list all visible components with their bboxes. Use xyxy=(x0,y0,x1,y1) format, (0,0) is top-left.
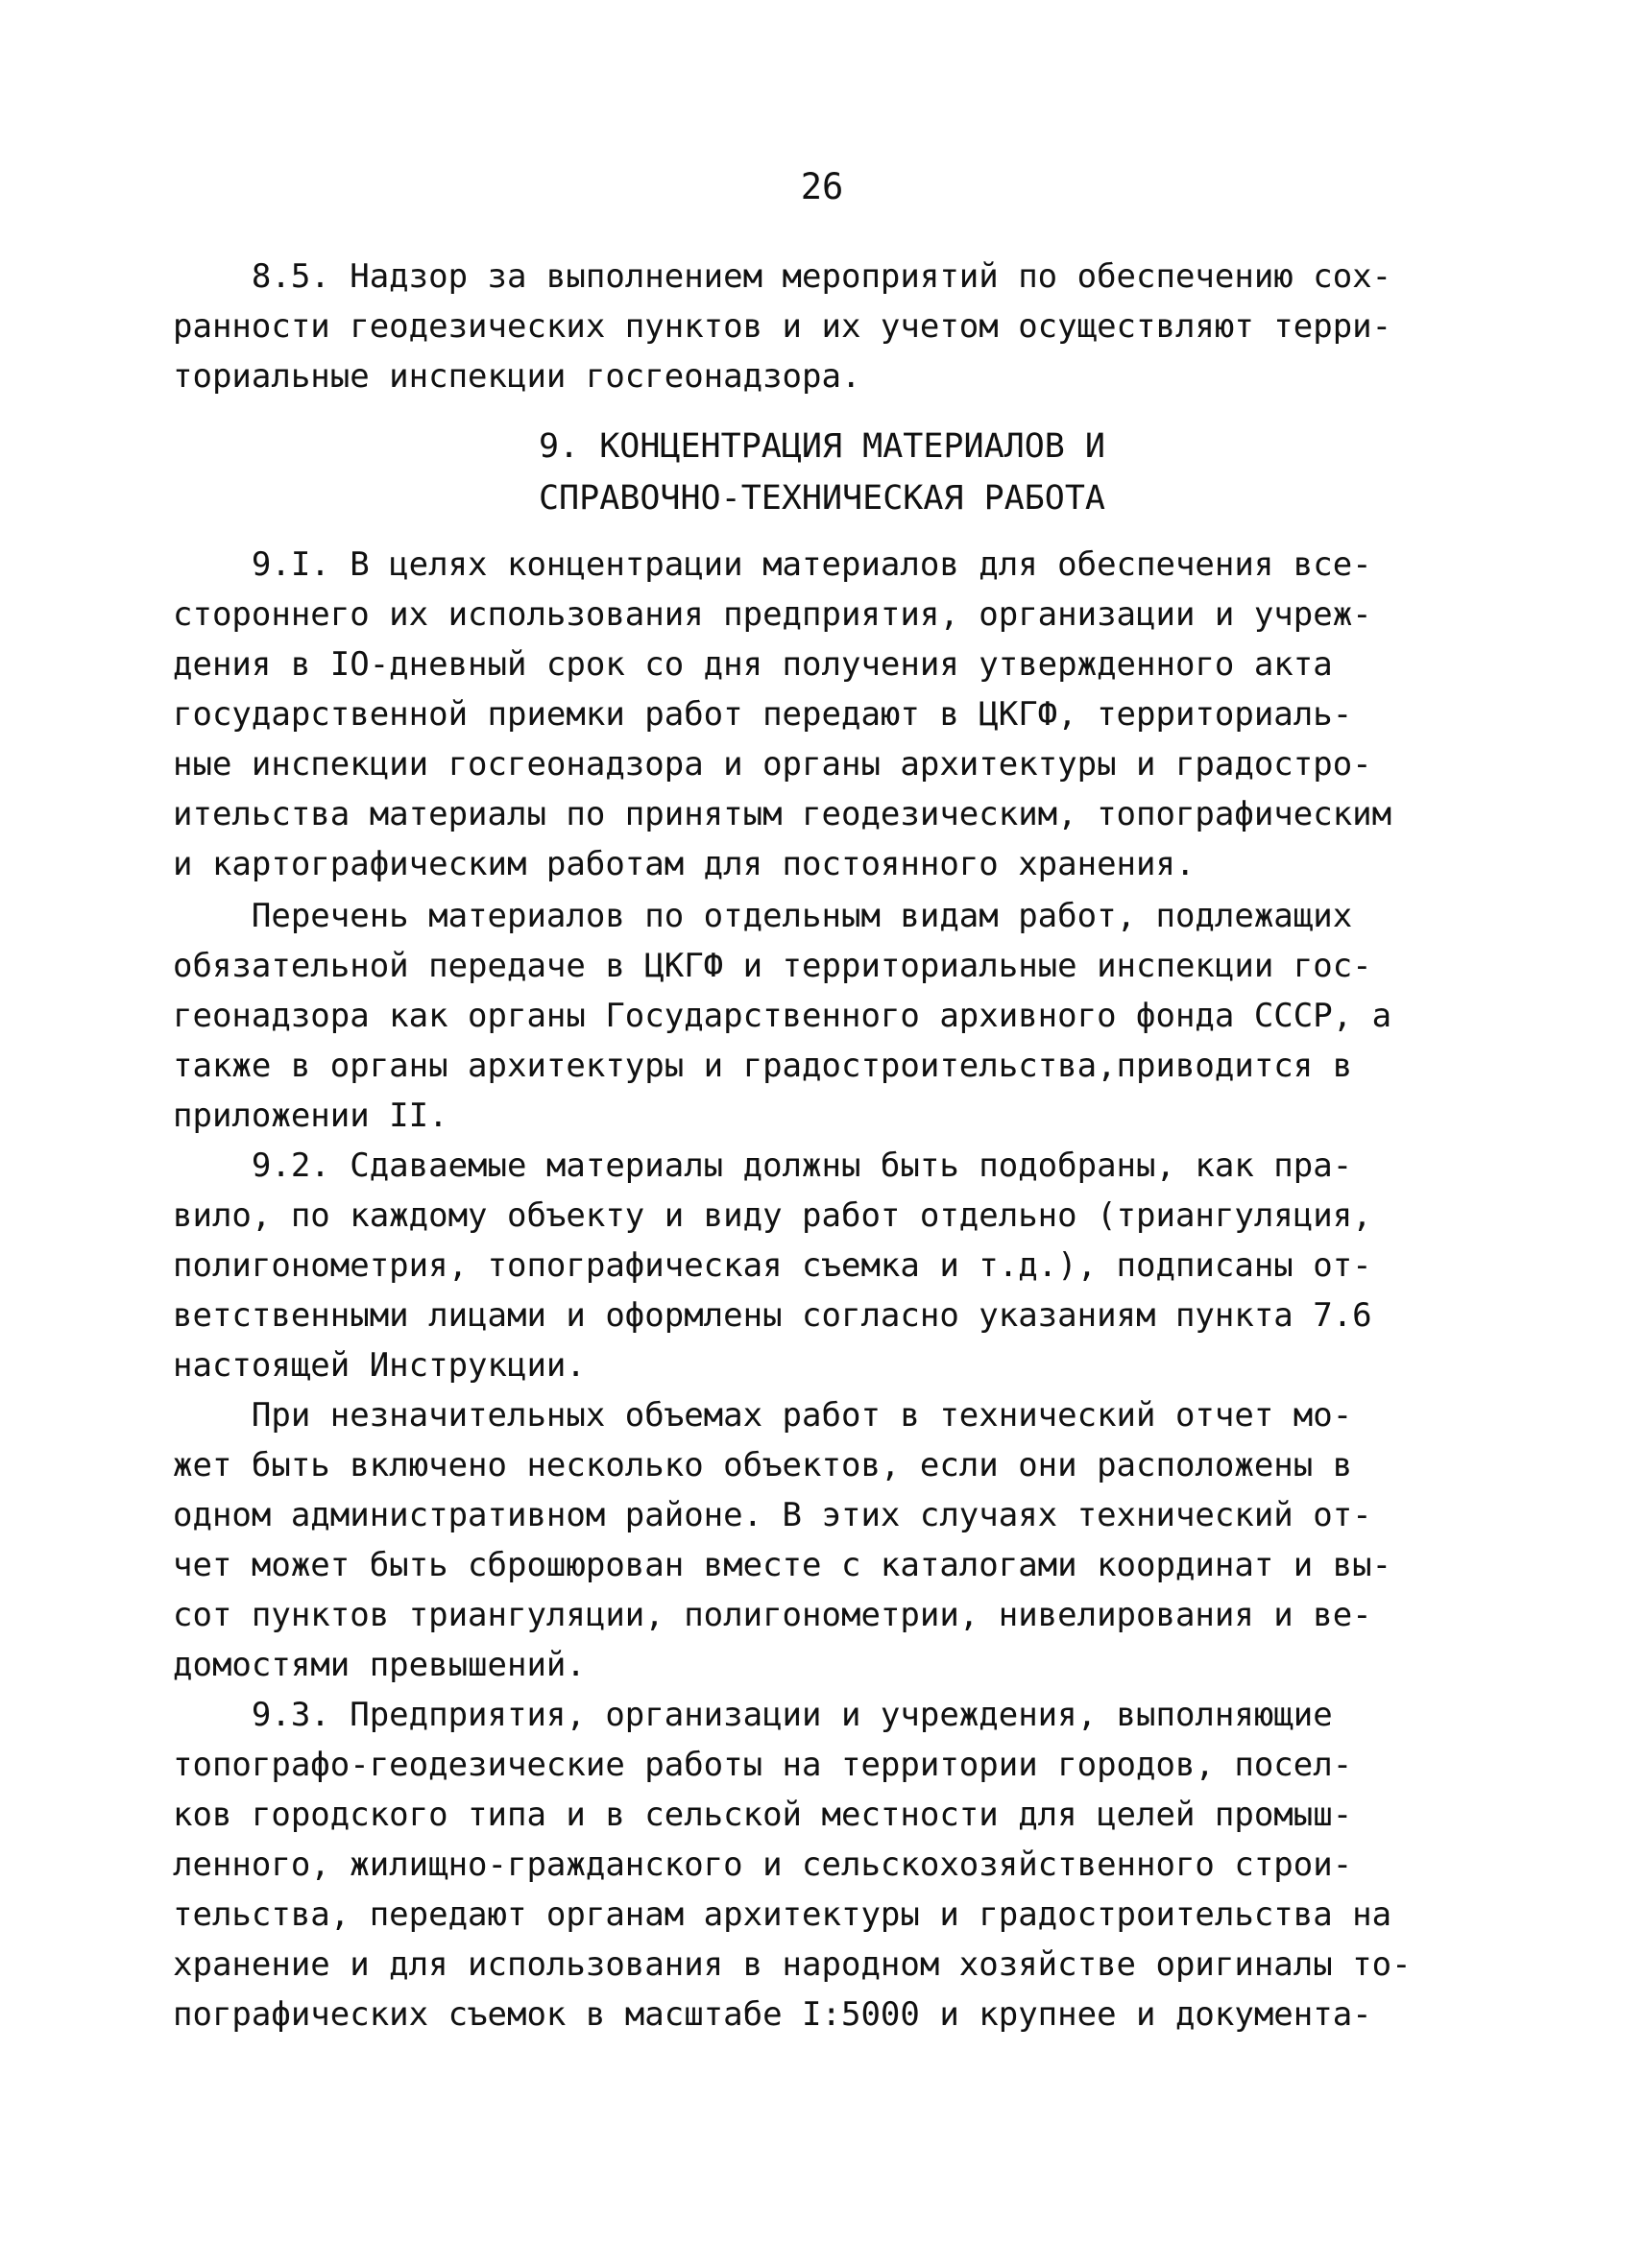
text-line: геонадзора как органы Государственного архивного фонда СССР, а xyxy=(173,997,1392,1035)
text-line: ранности геодезических пунктов и их учетом осуществляют терри- xyxy=(173,307,1392,346)
text-line: чет может быть сброшюрован вместе с каталогами координат и вы- xyxy=(173,1546,1392,1584)
paragraph-9-1-list xyxy=(173,891,1460,1141)
text-line: государственной приемки работ передают в ЦКГФ, территориаль- xyxy=(173,695,1353,734)
text-line: одном административном районе. В этих случаях технический от- xyxy=(173,1496,1372,1534)
text-line: обязательной передаче в ЦКГФ и территориальные инспекции гос- xyxy=(173,947,1372,985)
section-heading xyxy=(0,421,1644,524)
text-line: хранение и для использования в народном хозяйстве оригиналы то- xyxy=(173,1945,1412,1984)
text-line: вило, по каждому объекту и виду работ отдельно (триангуляция, xyxy=(173,1196,1372,1235)
text-line: и картографическим работам для постоянного хранения. xyxy=(173,845,1196,883)
heading-line: 9. КОНЦЕНТРАЦИЯ МАТЕРИАЛОВ И xyxy=(538,427,1105,466)
paragraph-8-5 xyxy=(173,252,1460,401)
text-line: также в органы архитектуры и градостроительства,приводится в xyxy=(173,1047,1353,1085)
text-line: сот пунктов триангуляции, полигонометрии, нивелирования и ве- xyxy=(173,1596,1372,1634)
text-line: 8.5. Надзор за выполнением мероприятий по обеспечению сох- xyxy=(173,257,1392,296)
text-line: стороннего их использования предприятия, организации и учреж- xyxy=(173,595,1372,634)
text-line: настоящей Инструкции. xyxy=(173,1346,586,1385)
text-line: При незначительных объемах работ в технический отчет мо- xyxy=(173,1396,1353,1435)
text-line: приложении II. xyxy=(173,1097,448,1135)
paragraph-9-1 xyxy=(173,540,1460,889)
text-line: полигонометрия, топографическая съемка и т.д.), подписаны от- xyxy=(173,1246,1372,1285)
paragraph-9-3 xyxy=(173,1690,1460,2039)
text-line: 9.3. Предприятия, организации и учреждения, выполняющие xyxy=(173,1696,1333,1734)
text-line: ительства материалы по принятым геодезическим, топографическим xyxy=(173,795,1392,833)
paragraph-9-2 xyxy=(173,1141,1460,1390)
text-line: дения в IO-дневный срок со дня получения утвержденного акта xyxy=(173,645,1333,684)
text-line: ленного, жилищно-гражданского и сельскохозяйственного строи- xyxy=(173,1846,1353,1884)
text-line: 9.2. Сдаваемые материалы должны быть подобраны, как пра- xyxy=(173,1146,1353,1185)
text-line: ные инспекции госгеонадзора и органы архитектуры и градостро- xyxy=(173,745,1372,784)
text-line: пографических съемок в масштабе I:5000 и крупнее и документа- xyxy=(173,1995,1372,2034)
text-line: домостями превышений. xyxy=(173,1646,586,1684)
text-line: жет быть включено несколько объектов, если они расположены в xyxy=(173,1446,1353,1484)
text-line: ветственными лицами и оформлены согласно указаниям пункта 7.6 xyxy=(173,1296,1372,1335)
text-line: топографо-геодезические работы на территории городов, посел- xyxy=(173,1746,1353,1784)
paragraph-9-2-note xyxy=(173,1390,1460,1690)
page-number: 26 xyxy=(800,166,844,207)
text-line: Перечень материалов по отдельным видам работ, подлежащих xyxy=(173,897,1353,935)
text-line: ков городского типа и в сельской местности для целей промыш- xyxy=(173,1796,1353,1834)
text-line: ториальные инспекции госгеонадзора. xyxy=(173,357,861,396)
text-line: тельства, передают органам архитектуры и градостроительства на xyxy=(173,1895,1392,1934)
heading-line: СПРАВОЧНО-ТЕХНИЧЕСКАЯ РАБОТА xyxy=(538,479,1105,518)
text-line: 9.I. В целях концентрации материалов для обеспечения все- xyxy=(173,545,1372,584)
